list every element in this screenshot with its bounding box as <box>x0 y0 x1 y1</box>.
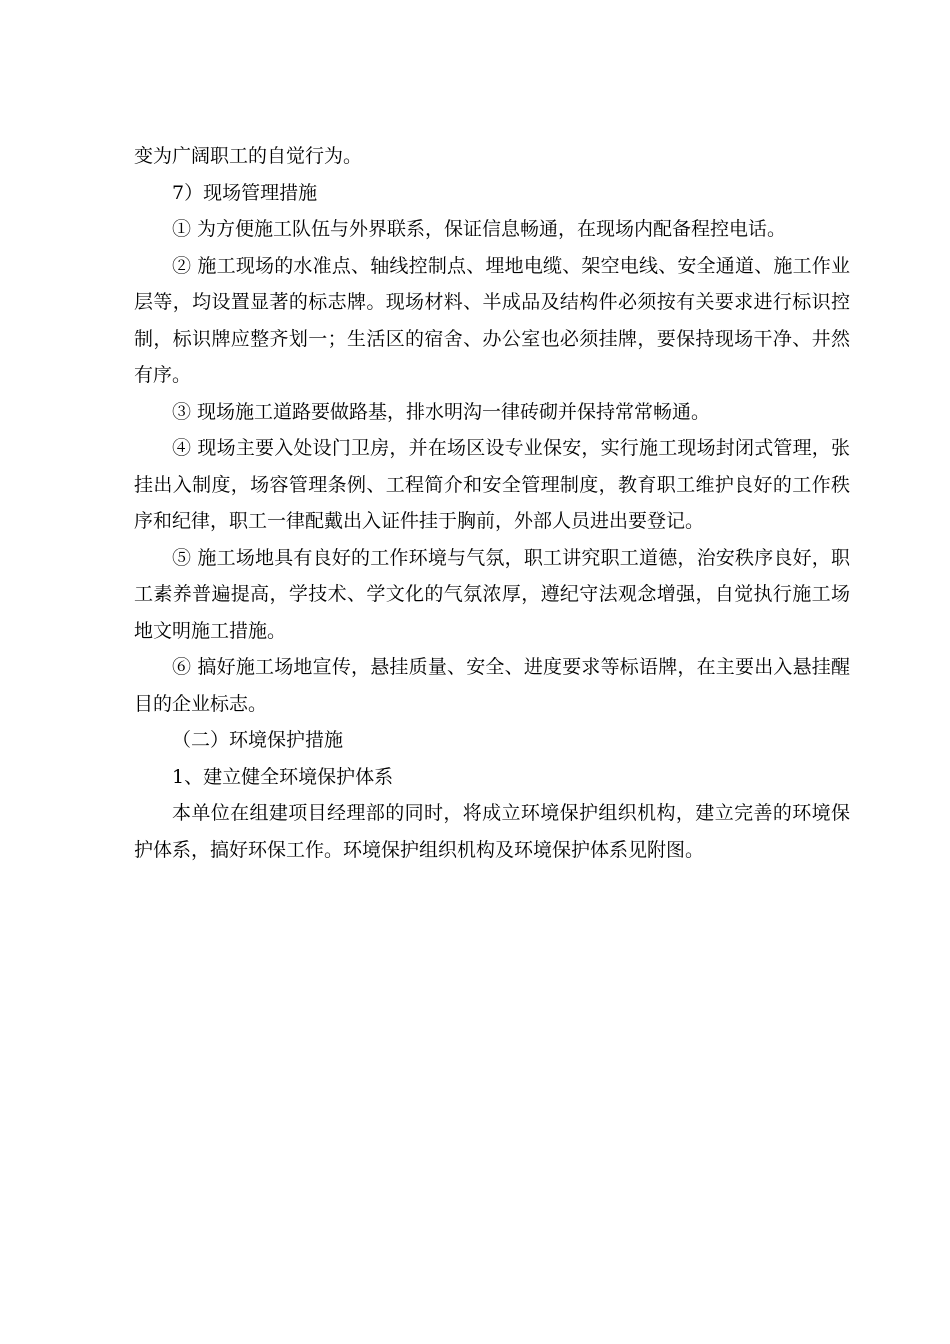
document-body <box>134 138 850 868</box>
paragraph-item-5: ⑤ 施工场地具有良好的工作环境与气氛，职工讲究职工道德，治安秩序良好，职工素养普遍提高，学技术、学文化的气氛浓厚，遵纪守法观念增强，自觉执行施工场地文明施工措施。 <box>134 546 850 642</box>
subsection-heading-system: 1、建立健全环境保护体系 <box>172 765 394 788</box>
paragraph-item-2: ② 施工现场的水准点、轴线控制点、埋地电缆、架空电线、安全通道、施工作业层等，均设置显著的标志牌。现场材料、半成品及结构件必须按有关要求进行标识控制，标识牌应整齐划一；生活区的宿舍、办公室也必须挂牌，要保持现场干净、井然有序。 <box>134 254 850 386</box>
paragraph-item-1: ① 为方便施工队伍与外界联系，保证信息畅通，在现场内配备程控电话。 <box>172 218 787 240</box>
section-heading-environment: （二）环境保护措施 <box>172 729 344 751</box>
paragraph-item-4: ④ 现场主要入处设门卫房，并在场区设专业保安，实行施工现场封闭式管理，张挂出入制度，场容管理条例、工程简介和安全管理制度，教育职工维护良好的工作秩序和纪律，职工一律配戴出入证件挂于胸前，外部人员进出要登记。 <box>134 437 850 532</box>
paragraph-environment-body: 本单位在组建项目经理部的同时，将成立环境保护组织机构，建立完善的环境保护体系，搞好环保工作。环境保护组织机构及环境保护体系见附图。 <box>134 802 850 861</box>
paragraph-continuation: 变为广阔职工的自觉行为。 <box>134 145 363 167</box>
paragraph-item-3: ③ 现场施工道路要做路基，排水明沟一律砖砌并保持常常畅通。 <box>172 400 711 423</box>
section-heading-site-management: 7）现场管理措施 <box>172 181 318 204</box>
paragraph-item-6: ⑥ 搞好施工场地宣传，悬挂质量、安全、进度要求等标语牌，在主要出入悬挂醒目的企业标志。 <box>134 656 850 715</box>
